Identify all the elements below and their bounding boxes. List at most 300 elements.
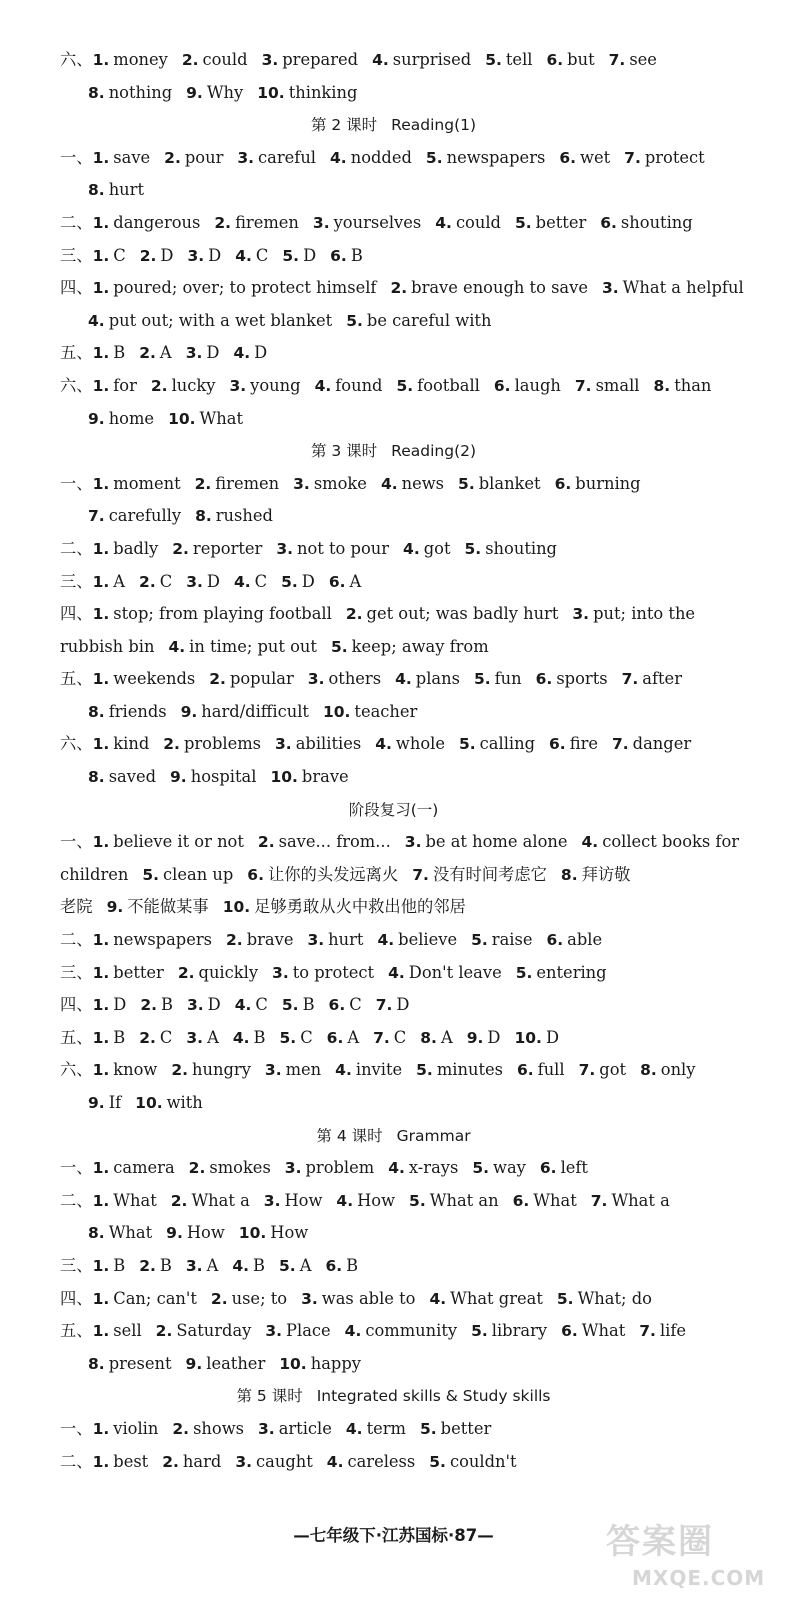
answer-text: happy [310, 1353, 361, 1373]
exercise-line-continued [0, 500, 787, 533]
exercise-line-continued [0, 1087, 787, 1120]
answer-text: save... from... [278, 832, 391, 852]
exercise-number: 三、 [60, 1255, 93, 1275]
exercise-line [0, 1022, 787, 1055]
answer-number: 5. [282, 246, 300, 265]
answer-text: D [113, 995, 127, 1015]
answer-text: B [253, 1027, 266, 1047]
answer-text: badly [113, 538, 159, 558]
answer-text: A [349, 571, 362, 591]
answer-number: 10. [222, 898, 251, 917]
answer-text: B [350, 245, 363, 265]
answer-number: 1. [92, 344, 110, 363]
answer-number: 1. [92, 1061, 110, 1080]
answer-number: 9. [88, 1094, 105, 1112]
answer-number: 9. [88, 409, 105, 428]
section-subtitle: Reading(2) [391, 442, 477, 461]
watermark-text: 答案圈 [606, 1522, 714, 1562]
answer-number: 6. [559, 148, 577, 167]
answer-item [186, 1256, 218, 1275]
answer-item [258, 1419, 332, 1438]
answer-number: 5. [279, 1256, 296, 1275]
answer-text: calling [479, 734, 536, 754]
answer-text: newspapers [113, 930, 213, 950]
answer-item [195, 474, 280, 493]
answer-text: article [278, 1418, 332, 1438]
answer-text: moment [113, 473, 181, 493]
exercise-line [0, 142, 787, 175]
exercise-line [0, 44, 787, 77]
exercise-line [0, 1185, 787, 1218]
answer-number: 7. [624, 148, 641, 167]
answer-item [88, 180, 144, 199]
section-heading [0, 109, 787, 142]
answer-number: 5. [281, 996, 299, 1015]
exercise-line [0, 337, 787, 370]
answer-item [93, 1060, 158, 1079]
answer-text: full [537, 1060, 565, 1080]
answer-text: blanket [478, 473, 541, 493]
answer-text: D [545, 1027, 559, 1047]
answer-number: 2. [155, 1322, 173, 1341]
exercise-number: 六、 [60, 734, 93, 754]
answer-item [276, 539, 389, 558]
answer-item [226, 930, 293, 949]
answer-text: What [581, 1321, 626, 1341]
answer-number: 1. [92, 996, 110, 1015]
answer-number: 2. [164, 148, 181, 167]
answer-number: 4. [234, 996, 252, 1015]
answer-text: get out; was badly hurt [366, 604, 559, 624]
answer-item [555, 474, 641, 493]
answer-item [93, 1158, 175, 1177]
answer-item [60, 897, 93, 916]
answer-number: 1. [92, 931, 110, 950]
answer-number: 6. [247, 865, 264, 884]
answer-text: better [113, 962, 164, 982]
answer-text: If [108, 1093, 122, 1112]
answer-number: 9. [466, 1028, 484, 1047]
answer-number: 4. [377, 931, 395, 950]
answer-item [93, 1289, 197, 1308]
answer-item [88, 702, 167, 721]
answer-item [471, 930, 532, 949]
section-title: 第 2 课时 [310, 116, 378, 135]
answer-item [346, 311, 491, 330]
answer-text: was able to [321, 1288, 416, 1308]
answer-number: 1. [92, 213, 110, 232]
answer-text: save [113, 147, 151, 167]
answer-item [93, 1028, 126, 1047]
answer-item [282, 246, 316, 265]
exercise-line-continued [0, 1348, 787, 1381]
answer-text: invite [355, 1060, 403, 1080]
answer-number: 1. [92, 148, 110, 167]
answer-text: A [347, 1027, 360, 1047]
answer-item [139, 572, 172, 591]
answer-text: present [108, 1353, 172, 1373]
answer-number: 1. [92, 1289, 110, 1308]
exercise-number: 三、 [60, 571, 93, 591]
answer-text: surprised [392, 50, 472, 69]
answer-number: 5. [409, 1191, 426, 1210]
answer-number: 4. [345, 1419, 363, 1438]
exercise-line [0, 272, 787, 305]
answer-text: lucky [171, 375, 216, 395]
section-heading [0, 435, 787, 468]
answer-item [279, 1256, 311, 1275]
answer-item [211, 1289, 287, 1308]
exercise-line [0, 663, 787, 696]
answer-number: 4. [429, 1289, 447, 1308]
answer-text: hurt [328, 930, 364, 950]
answer-text: poured; over; to protect himself [113, 278, 377, 298]
answer-item [235, 995, 268, 1014]
answer-item [514, 1028, 559, 1047]
answer-item [375, 734, 445, 753]
answer-number: 9. [170, 768, 187, 787]
answer-text: news [401, 473, 445, 493]
answer-item [275, 734, 361, 753]
answer-number: 3. [229, 376, 247, 395]
answer-text: raise [491, 930, 533, 950]
answer-number: 1. [92, 1322, 110, 1341]
answer-number: 6. [328, 572, 346, 591]
section-title: 第 5 课时 [236, 1387, 303, 1406]
answer-text: weekends [113, 669, 196, 689]
answer-text: laugh [514, 375, 561, 395]
answer-item [395, 669, 460, 688]
answer-item [315, 376, 383, 395]
answer-item [377, 930, 457, 949]
answer-item [600, 213, 692, 232]
answer-item [336, 1191, 395, 1210]
answer-text: better [535, 212, 587, 232]
answer-item [409, 1191, 499, 1210]
answer-number: 4. [235, 246, 252, 265]
exercise-number: 一、 [60, 832, 93, 852]
answer-item [214, 213, 299, 232]
answer-number: 3. [185, 1256, 203, 1275]
answer-item [307, 930, 363, 949]
answer-text: Place [286, 1321, 331, 1341]
exercise-number: 六、 [60, 50, 93, 69]
answer-item [416, 1060, 503, 1079]
exercise-number: 六、 [60, 1060, 93, 1080]
answer-text: What [108, 1223, 153, 1243]
answer-item [549, 734, 598, 753]
answer-number: 2. [390, 279, 408, 298]
exercise-line-continued [0, 1217, 787, 1250]
answer-number: 7. [611, 735, 629, 754]
answer-item [93, 930, 212, 949]
answer-number: 8. [88, 83, 105, 102]
answer-item [151, 376, 216, 395]
answer-text: could [455, 212, 501, 232]
answer-item [88, 506, 181, 525]
answer-text: carefully [108, 506, 182, 526]
answer-item [229, 376, 300, 395]
answer-item [60, 865, 128, 884]
answer-item [465, 539, 557, 558]
exercise-line [0, 924, 787, 957]
answer-text: left [560, 1158, 588, 1178]
answer-text: hard [182, 1451, 222, 1471]
answer-number: 2. [214, 213, 232, 232]
answer-item [168, 637, 317, 656]
answer-number: 7. [574, 376, 592, 395]
answer-number: 4. [375, 735, 392, 754]
answer-text: shouting [485, 538, 557, 558]
answer-number: 1. [92, 1452, 110, 1471]
answer-item [93, 376, 137, 395]
answer-text: hungry [192, 1060, 251, 1080]
answer-item [166, 1223, 225, 1242]
answer-number: 3. [276, 539, 293, 558]
answer-number: 3. [186, 572, 203, 591]
answer-text: C [300, 1027, 313, 1047]
answer-item [485, 50, 532, 69]
answer-item [471, 1321, 547, 1340]
answer-number: 4. [372, 51, 389, 69]
answer-number: 3. [186, 1028, 204, 1047]
answer-item [187, 246, 221, 265]
answer-item [93, 148, 151, 167]
exercise-line-continued [0, 696, 787, 729]
answer-text: way [493, 1158, 526, 1178]
answer-text: B [302, 995, 315, 1015]
answer-item [88, 409, 154, 428]
answer-item [612, 734, 691, 753]
answer-text: Don't leave [408, 962, 502, 982]
answer-number: 4. [344, 1322, 362, 1341]
answer-item [515, 213, 586, 232]
answer-number: 10. [135, 1094, 163, 1112]
answer-text: clean up [163, 864, 234, 884]
answer-number: 5. [464, 539, 482, 558]
answer-item [494, 376, 561, 395]
answer-item [285, 1158, 374, 1177]
answer-number: 8. [420, 1028, 437, 1047]
answer-text: quickly [198, 962, 259, 982]
answer-item [624, 148, 705, 167]
answer-item [93, 246, 126, 265]
answer-number: 5. [425, 148, 443, 167]
answer-item [171, 1060, 251, 1079]
answer-item [139, 1256, 172, 1275]
answer-item [281, 572, 315, 591]
answer-item [93, 213, 201, 232]
exercise-number: 三、 [60, 245, 93, 265]
answer-number: 5. [471, 931, 488, 950]
answer-item [186, 343, 220, 362]
exercise-line [0, 1283, 787, 1316]
answer-number: 5. [485, 51, 502, 69]
exercise-number: 二、 [60, 930, 93, 950]
answer-text: entering [536, 962, 607, 982]
exercise-number: 五、 [60, 343, 93, 363]
answer-item [429, 1289, 542, 1308]
exercise-number: 六、 [60, 375, 93, 395]
answer-text: Can; can't [113, 1288, 197, 1308]
answer-number: 8. [88, 1354, 105, 1373]
answer-item [233, 343, 267, 362]
answer-text: burning [575, 473, 641, 493]
answer-number: 1. [92, 539, 110, 558]
answer-text: put; into the [593, 604, 696, 624]
answer-item [279, 1354, 361, 1373]
answer-number: 2. [139, 1256, 156, 1275]
page-footer: —七年级下·江苏国标·87— [293, 1526, 494, 1545]
answer-text: life [659, 1321, 687, 1341]
answer-number: 10. [322, 702, 351, 721]
exercise-number: 五、 [60, 1321, 93, 1341]
answer-number: 9. [106, 898, 124, 917]
answer-item [459, 734, 535, 753]
answer-number: 4. [388, 963, 405, 982]
answer-item [591, 1191, 670, 1210]
answer-item [426, 148, 545, 167]
answer-item [178, 963, 258, 982]
answer-number: 2. [188, 1159, 206, 1178]
answer-number: 7. [621, 670, 639, 689]
answer-item [93, 50, 168, 69]
answer-number: 8. [88, 768, 105, 787]
answer-item [540, 1158, 588, 1177]
answer-text: C [254, 571, 268, 591]
answer-item [327, 1452, 415, 1471]
answer-number: 7. [590, 1191, 608, 1210]
answer-text: 不能做某事 [127, 897, 209, 917]
answer-number: 3. [572, 605, 590, 624]
answer-text: believe [398, 930, 458, 950]
answer-item [435, 213, 501, 232]
answer-item [163, 734, 261, 753]
answer-text: hurt [108, 180, 144, 200]
answer-item [235, 246, 268, 265]
answer-item [164, 148, 223, 167]
answer-number: 2. [139, 1028, 156, 1047]
answer-item [93, 1452, 149, 1471]
answer-text: plans [415, 669, 460, 689]
answer-text: money [113, 50, 168, 69]
answer-number: 4. [233, 572, 251, 591]
answer-text: camera [113, 1158, 175, 1178]
answer-text: nodded [350, 147, 412, 167]
answer-number: 2. [226, 931, 243, 950]
answer-item [346, 604, 559, 623]
answer-number: 4. [314, 376, 332, 395]
answer-number: 1. [92, 735, 110, 754]
answer-text: What a helpful [622, 278, 744, 298]
answer-text: brave enough to save [411, 278, 588, 298]
exercise-line-continued [0, 174, 787, 207]
answer-item [372, 50, 471, 69]
answer-number: 7. [639, 1322, 656, 1341]
answer-item [239, 1223, 308, 1242]
answer-item [329, 572, 361, 591]
answer-text: A [207, 1027, 219, 1047]
answer-number: 2. [209, 670, 226, 689]
answer-text: What a [191, 1190, 250, 1210]
answer-number: 4. [335, 1061, 352, 1080]
answer-item [237, 148, 316, 167]
answer-item [582, 832, 740, 851]
answer-item [93, 995, 127, 1014]
answer-number: 5. [279, 1028, 297, 1047]
section-heading [0, 794, 787, 827]
answer-item [561, 865, 631, 884]
answer-text: D [487, 1027, 501, 1047]
exercise-number: 五、 [60, 1027, 93, 1047]
answer-text: not to pour [297, 538, 390, 558]
answer-item [93, 832, 244, 851]
section-subtitle: Reading(1) [391, 116, 477, 135]
answer-item [405, 832, 568, 851]
answer-item [390, 278, 588, 297]
answer-number: 1. [92, 1191, 110, 1210]
answer-item [403, 539, 450, 558]
answer-number: 2. [170, 1191, 188, 1210]
answer-text: B [113, 343, 126, 363]
answer-number: 9. [166, 1224, 183, 1243]
answer-item [265, 1321, 330, 1340]
answer-item [223, 897, 466, 916]
answer-number: 7. [412, 865, 429, 884]
answer-text: What [533, 1190, 577, 1210]
answer-text: D [206, 343, 220, 363]
answer-text: B [161, 995, 173, 1015]
answer-number: 5. [330, 637, 348, 656]
answer-text: abilities [295, 734, 362, 754]
answer-text: be at home alone [425, 832, 568, 852]
answer-number: 5. [346, 311, 363, 330]
answer-item [93, 1191, 157, 1210]
answer-number: 5. [471, 1322, 488, 1341]
exercise-line [0, 1315, 787, 1348]
answer-number: 3. [265, 1322, 283, 1341]
answer-text: saved [108, 767, 157, 787]
answer-text: firemen [235, 212, 299, 232]
answer-text: B [346, 1255, 359, 1275]
answer-number: 6. [539, 1159, 557, 1178]
answer-item [602, 278, 744, 297]
exercise-number: 二、 [60, 1190, 93, 1210]
answer-item [93, 734, 150, 753]
answer-text: rubbish bin [60, 636, 155, 656]
answer-item [376, 995, 410, 1014]
answer-number: 3. [261, 51, 279, 69]
answer-item [93, 963, 164, 982]
answer-item [640, 1060, 695, 1079]
answer-text: sell [113, 1321, 142, 1341]
answer-text: C [159, 571, 173, 591]
answer-number: 3. [187, 246, 205, 265]
answer-item [345, 1321, 457, 1340]
answer-text: D [396, 995, 410, 1015]
answer-item [170, 767, 256, 786]
answer-item [186, 1028, 218, 1047]
answer-number: 3. [264, 1061, 282, 1080]
answer-item [622, 669, 682, 688]
answer-item [572, 604, 695, 623]
answer-number: 2. [257, 833, 275, 852]
answer-number: 3. [185, 344, 203, 363]
answer-number: 6. [546, 51, 564, 69]
answer-text: to protect [292, 962, 375, 982]
exercise-line [0, 1250, 787, 1283]
exercise-line-continued [0, 891, 787, 924]
